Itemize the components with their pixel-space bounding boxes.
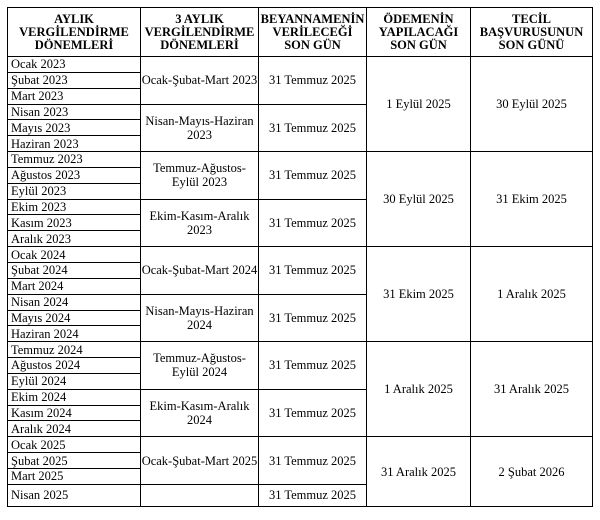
table-row [8, 342, 593, 358]
quarter-cell: Ocak-Şubat-Mart 2024 [141, 247, 259, 295]
quarter-cell: Ekim-Kasım-Aralık 2023 [141, 199, 259, 247]
month-cell: Ocak 2023 [8, 57, 141, 73]
declaration-deadline-cell: 31 Temmuz 2025 [259, 437, 367, 485]
month-cell: Şubat 2024 [8, 262, 141, 278]
deferral-deadline-cell: 2 Şubat 2026 [471, 437, 593, 507]
declaration-deadline-cell: 31 Temmuz 2025 [259, 342, 367, 390]
declaration-deadline-cell: 31 Temmuz 2025 [259, 57, 367, 105]
table-row [8, 437, 593, 453]
month-cell: Nisan 2025 [8, 484, 141, 506]
payment-deadline-cell: 31 Ekim 2025 [367, 247, 471, 342]
month-cell: Mart 2023 [8, 88, 141, 104]
declaration-deadline-cell: 31 Temmuz 2025 [259, 199, 367, 247]
month-cell: Aralık 2024 [8, 421, 141, 437]
month-cell: Nisan 2024 [8, 294, 141, 310]
header-payment-deadline: ÖDEMENİN YAPILACAĞI SON GÜN [367, 8, 471, 57]
month-cell: Ağustos 2024 [8, 358, 141, 374]
deferral-deadline-cell: 31 Aralık 2025 [471, 342, 593, 437]
table-row [8, 57, 593, 73]
month-cell: Mayıs 2023 [8, 120, 141, 136]
declaration-deadline-cell: 31 Temmuz 2025 [259, 104, 367, 152]
month-cell: Temmuz 2023 [8, 152, 141, 168]
header-monthly-periods: AYLIK VERGİLENDİRME DÖNEMLERİ [8, 8, 141, 57]
table-row [8, 247, 593, 263]
month-cell: Ocak 2024 [8, 247, 141, 263]
quarter-cell-empty [141, 484, 259, 506]
payment-deadline-cell: 1 Eylül 2025 [367, 57, 471, 152]
month-cell: Kasım 2024 [8, 405, 141, 421]
quarter-cell: Ocak-Şubat-Mart 2025 [141, 437, 259, 485]
quarter-cell: Temmuz-Ağustos-Eylül 2024 [141, 342, 259, 390]
deferral-deadline-cell: 31 Ekim 2025 [471, 152, 593, 247]
header-row [8, 8, 593, 57]
payment-deadline-cell: 30 Eylül 2025 [367, 152, 471, 247]
month-cell: Ekim 2023 [8, 199, 141, 215]
payment-deadline-cell: 1 Aralık 2025 [367, 342, 471, 437]
declaration-deadline-cell: 31 Temmuz 2025 [259, 152, 367, 200]
tax-deadline-table-wrapper [7, 7, 592, 507]
month-cell: Ocak 2025 [8, 437, 141, 453]
month-cell: Haziran 2023 [8, 136, 141, 152]
quarter-cell: Nisan-Mayıs-Haziran 2024 [141, 294, 259, 342]
month-cell: Ağustos 2023 [8, 167, 141, 183]
declaration-deadline-cell: 31 Temmuz 2025 [259, 247, 367, 295]
month-cell: Haziran 2024 [8, 326, 141, 342]
payment-deadline-cell: 31 Aralık 2025 [367, 437, 471, 507]
header-deferral-deadline: TECİL BAŞVURUSUNUN SON GÜNÜ [471, 8, 593, 57]
quarter-cell: Ocak-Şubat-Mart 2023 [141, 57, 259, 105]
month-cell: Mart 2024 [8, 278, 141, 294]
month-cell: Mart 2025 [8, 468, 141, 484]
month-cell: Şubat 2023 [8, 72, 141, 88]
month-cell: Ekim 2024 [8, 389, 141, 405]
quarter-cell: Temmuz-Ağustos-Eylül 2023 [141, 152, 259, 200]
header-declaration-deadline: BEYANNAMENİN VERİLECEĞİ SON GÜN [259, 8, 367, 57]
deferral-deadline-cell: 1 Aralık 2025 [471, 247, 593, 342]
quarter-cell: Nisan-Mayıs-Haziran 2023 [141, 104, 259, 152]
month-cell: Eylül 2023 [8, 183, 141, 199]
month-cell: Eylül 2024 [8, 373, 141, 389]
tax-deadline-table [7, 7, 593, 507]
declaration-deadline-cell: 31 Temmuz 2025 [259, 484, 367, 506]
declaration-deadline-cell: 31 Temmuz 2025 [259, 294, 367, 342]
month-cell: Nisan 2023 [8, 104, 141, 120]
month-cell: Kasım 2023 [8, 215, 141, 231]
month-cell: Mayıs 2024 [8, 310, 141, 326]
header-quarterly-periods: 3 AYLIK VERGİLENDİRME DÖNEMLERİ [141, 8, 259, 57]
declaration-deadline-cell: 31 Temmuz 2025 [259, 389, 367, 437]
table-row [8, 152, 593, 168]
month-cell: Temmuz 2024 [8, 342, 141, 358]
month-cell: Şubat 2025 [8, 453, 141, 469]
month-cell: Aralık 2023 [8, 231, 141, 247]
deferral-deadline-cell: 30 Eylül 2025 [471, 57, 593, 152]
quarter-cell: Ekim-Kasım-Aralık 2024 [141, 389, 259, 437]
